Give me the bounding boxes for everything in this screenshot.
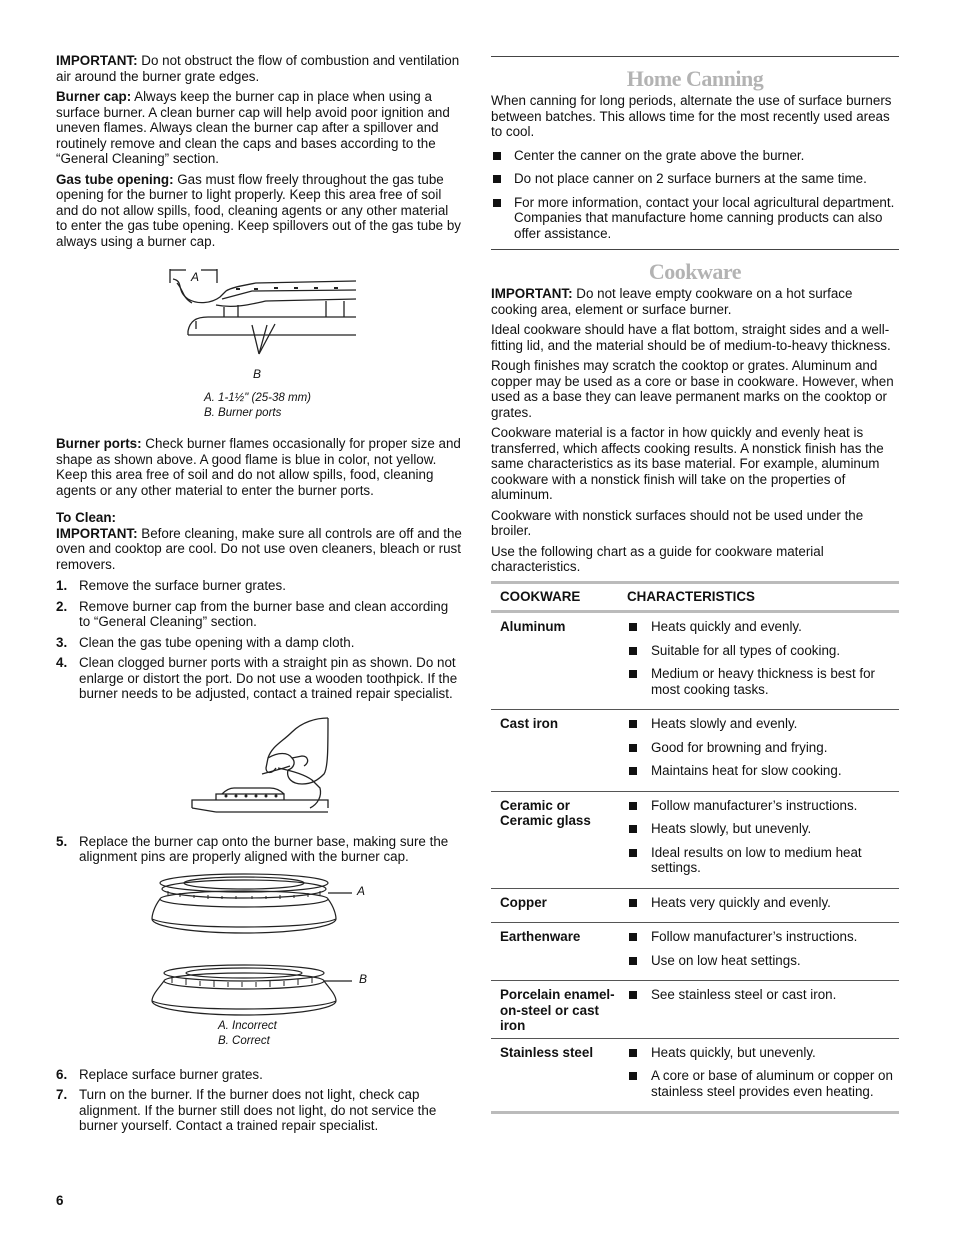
- characteristics-list: [627, 798, 899, 876]
- figure-caption: A. Incorrect B. Correct: [218, 1019, 277, 1047]
- square-bullet-icon: [629, 957, 637, 965]
- square-bullet-icon: [629, 720, 637, 728]
- burner-cap-paragraph: Burner cap: Always keep the burner cap in place when using a surface burner. A clean burner cap will help avoid poor ignition and uneven flames. Always clean the burner cap after a spillover and routinely remove and clean the caps and bases according to the “General Cleaning” section.: [56, 89, 450, 166]
- table-row: [491, 981, 899, 1039]
- figure-caption: A. 1-1½" (25-38 mm) B. Burner ports: [204, 392, 311, 419]
- burner-ports-paragraph: Burner ports: Check burner flames occasionally for proper size and shape as shown above. A good flame is blue in color, not yellow. Keep this area free of soil and do not allow spills, food, cleaning agents or any other material to enter the burner ports.: [56, 436, 461, 498]
- list-item: Suitable for all types of cooking.: [627, 643, 899, 659]
- list-item: Ideal results on low to medium heat settings.: [627, 845, 899, 876]
- cookware-material-cell: Stainless steel: [491, 1038, 618, 1113]
- characteristics-cell: [618, 923, 899, 981]
- cookware-finish-paragraph: Rough finishes may scratch the cooktop or grates. Aluminum and copper may be used as a core or base in cookware. However, when used as a base they can leave permanent marks on the cooktop or grates.: [491, 358, 894, 420]
- list-item: Maintains heat for slow cooking.: [627, 763, 899, 779]
- cookware-material-cell: Copper: [491, 888, 618, 923]
- characteristics-cell: [618, 791, 899, 888]
- step-item: 1. Remove the surface burner grates.: [56, 578, 286, 593]
- page-number: 6: [56, 1193, 64, 1208]
- cookware-ideal-paragraph: Ideal cookware should have a flat bottom, straight sides and a well-fitting lid, and the material should be of medium-to-heavy thickness.: [491, 322, 891, 353]
- cookware-material-cell: Ceramic or Ceramic glass: [491, 791, 618, 888]
- cookware-material-cell: Porcelain enamel-on-steel or cast iron: [491, 981, 618, 1039]
- pin-cleaning-figure: [56, 708, 462, 834]
- cookware-material-cell: Earthenware: [491, 923, 618, 981]
- characteristics-list: [627, 619, 899, 697]
- list-item: Medium or heavy thickness is best for most cooking tasks.: [627, 666, 899, 697]
- table-row: [491, 791, 899, 888]
- burner-cap-alignment-illustration: [56, 871, 462, 1031]
- list-item: For more information, contact your local agricultural department. Companies that manufacture home canning products can also offer assistance.: [491, 195, 899, 242]
- characteristics-cell: [618, 1038, 899, 1113]
- gas-tube-paragraph: Gas tube opening: Gas must flow freely throughout the gas tube opening for the burner to light properly. Keep this area free of soil and do not allow spills, food, cleaning agents or any other material to enter the gas tube opening. Keep spillovers out of the gas tube by always using a burner cap.: [56, 171, 461, 249]
- figure-label-a: A: [357, 883, 366, 898]
- characteristics-list: [627, 716, 899, 779]
- section-divider: [491, 56, 899, 57]
- square-bullet-icon: [629, 767, 637, 775]
- square-bullet-icon: [629, 623, 637, 631]
- cookware-title: Cookware: [648, 259, 742, 284]
- square-bullet-icon: [629, 899, 637, 907]
- step-item: 5. Replace the burner cap onto the burner base, making sure the alignment pins are properly aligned with the burner cap.: [56, 833, 449, 864]
- characteristics-cell: [618, 981, 899, 1039]
- cleaning-steps-final-list: [56, 1067, 462, 1134]
- cleaning-step-5-list: [56, 834, 462, 865]
- list-item: A core or base of aluminum or copper on stainless steel provides even heating.: [627, 1068, 899, 1099]
- cookware-material-cell: Cast iron: [491, 710, 618, 792]
- table-row: [491, 923, 899, 981]
- table-row: [491, 888, 899, 923]
- square-bullet-icon: [629, 802, 637, 810]
- step-item: 4. Clean clogged burner ports with a straight pin as shown. Do not enlarge or distort the port. Do not use a wooden toothpick. If the burner needs to be adjusted, contact a trained repair specialist.: [56, 655, 458, 701]
- cap-alignment-figure: [56, 871, 462, 1067]
- important-cleaning-paragraph: IMPORTANT: Before cleaning, make sure all controls are off and the oven and cooktop are cool. Do not use oven cleaners, bleach or rust removers.: [56, 525, 462, 572]
- hand-cleaning-port-illustration: [56, 708, 462, 834]
- burner-cross-section-illustration: [56, 261, 462, 381]
- characteristics-list: [627, 895, 899, 911]
- step-item: 2. Remove burner cap from the burner base and clean according to “General Cleaning” section.: [56, 598, 449, 629]
- cookware-material-paragraph: Cookware material is a factor in how quickly and evenly heat is transferred, which affects cooking results. A nonstick finish has the same characteristics as its base material. For example, aluminum cookware with a nonstick finish will take on the properties of aluminum.: [491, 425, 884, 502]
- square-bullet-icon: [629, 933, 637, 941]
- square-bullet-icon: [629, 647, 637, 655]
- list-item: Use on low heat settings.: [627, 953, 899, 969]
- figure-label-a: A: [191, 270, 200, 284]
- cookware-characteristics-table: [491, 581, 899, 1115]
- step-item: 6. Replace surface burner grates.: [56, 1066, 263, 1082]
- list-item: Heats quickly, but unevenly.: [627, 1045, 899, 1061]
- canning-bullet-list: [491, 148, 899, 242]
- characteristics-cell: [618, 888, 899, 923]
- characteristics-list: [627, 987, 899, 1003]
- important-airflow-paragraph: IMPORTANT: Do not obstruct the flow of combustion and ventilation air around the burner grate edges.: [56, 53, 460, 84]
- figure-label-b: B: [359, 971, 368, 986]
- step-item: 7. Turn on the burner. If the burner does not light, check cap alignment. If the burner still does not light, do not service the burner yourself. Contact a trained repair specialist.: [56, 1087, 437, 1133]
- column-header-cookware: COOKWARE: [491, 582, 618, 612]
- left-column: [56, 53, 462, 1139]
- square-bullet-icon: [629, 1072, 637, 1080]
- square-bullet-icon: [629, 670, 637, 678]
- table-row: [491, 710, 899, 792]
- cookware-material-cell: Aluminum: [491, 612, 618, 710]
- characteristics-cell: [618, 612, 899, 710]
- section-divider: [491, 249, 899, 250]
- list-item: See stainless steel or cast iron.: [627, 987, 899, 1003]
- home-canning-title: Home Canning: [626, 66, 764, 91]
- list-item: Follow manufacturer’s instructions.: [627, 798, 899, 814]
- characteristics-list: [627, 929, 899, 968]
- cookware-important-paragraph: IMPORTANT: Do not leave empty cookware on a hot surface cooking area, element or surface burner.: [491, 286, 853, 317]
- figure-label-b: B: [253, 367, 262, 381]
- list-item: Heats very quickly and evenly.: [627, 895, 899, 911]
- cookware-chart-intro-paragraph: Use the following chart as a guide for cookware material characteristics.: [491, 543, 824, 574]
- to-clean-heading: To Clean:: [56, 510, 117, 525]
- column-header-characteristics: CHARACTERISTICS: [618, 582, 899, 612]
- burner-diagram-figure: [56, 261, 462, 428]
- square-bullet-icon: [629, 825, 637, 833]
- cookware-nonstick-paragraph: Cookware with nonstick surfaces should not be used under the broiler.: [491, 507, 864, 538]
- square-bullet-icon: [629, 744, 637, 752]
- canning-intro-paragraph: When canning for long periods, alternate the use of surface burners between batches. This allows time for the most recently used areas to cool.: [491, 93, 892, 139]
- table-header-row: [491, 582, 899, 612]
- square-bullet-icon: [629, 991, 637, 999]
- list-item: Do not place canner on 2 surface burners at the same time.: [491, 171, 899, 187]
- list-item: Heats slowly, but unevenly.: [627, 821, 899, 837]
- characteristics-cell: [618, 710, 899, 792]
- right-column: [491, 56, 899, 1114]
- square-bullet-icon: [493, 175, 501, 183]
- cleaning-steps-list: [56, 578, 462, 702]
- square-bullet-icon: [493, 199, 501, 207]
- table-row: [491, 612, 899, 710]
- square-bullet-icon: [629, 1049, 637, 1057]
- step-item: 3. Clean the gas tube opening with a damp cloth.: [56, 634, 355, 650]
- list-item: Heats slowly and evenly.: [627, 716, 899, 732]
- square-bullet-icon: [493, 152, 501, 160]
- list-item: Heats quickly and evenly.: [627, 619, 899, 635]
- list-item: Center the canner on the grate above the burner.: [491, 148, 899, 164]
- list-item: Follow manufacturer’s instructions.: [627, 929, 899, 945]
- table-row: [491, 1038, 899, 1113]
- characteristics-list: [627, 1045, 899, 1100]
- list-item: Good for browning and frying.: [627, 740, 899, 756]
- square-bullet-icon: [629, 849, 637, 857]
